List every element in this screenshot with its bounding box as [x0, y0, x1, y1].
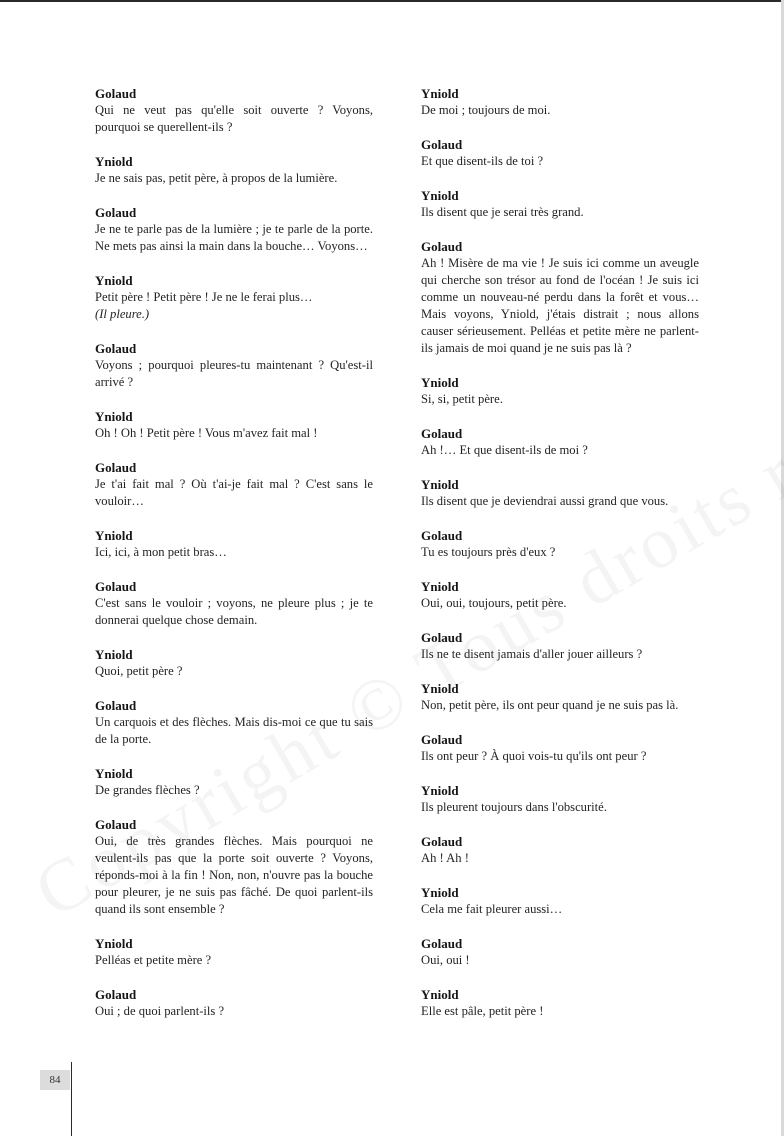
- dialogue-line: Qui ne veut pas qu'elle soit ouverte ? Voyons, pourquoi se querellent-ils ?: [95, 103, 373, 134]
- speaker-name: Yniold: [421, 188, 459, 203]
- dialogue-line: De grandes flèches ?: [95, 783, 200, 797]
- dialogue-entry: [421, 374, 699, 408]
- dialogue-entry: [421, 884, 699, 918]
- speaker-name: Yniold: [95, 273, 133, 288]
- speaker-name: Golaud: [421, 834, 463, 849]
- dialogue-line: Je ne te parle pas de la lumière ; je te parle de la porte. Ne mets pas ainsi la main dans la bouche… Voyons…: [95, 222, 373, 253]
- dialogue-line: C'est sans le vouloir ; voyons, ne pleure plus ; je te donnerai quelque chose demain.: [95, 596, 373, 627]
- dialogue-line: De moi ; toujours de moi.: [421, 103, 551, 117]
- stage-direction: (Il pleure.): [95, 307, 150, 321]
- dialogue-entry: [421, 85, 699, 119]
- speaker-name: Yniold: [421, 885, 459, 900]
- dialogue-line: Cela me fait pleurer aussi…: [421, 902, 563, 916]
- speaker-name: Golaud: [95, 341, 137, 356]
- dialogue-entry: [95, 986, 373, 1020]
- speaker-name: Golaud: [95, 698, 137, 713]
- speaker-name: Golaud: [421, 426, 463, 441]
- speaker-name: Golaud: [421, 732, 463, 747]
- dialogue-entry: [421, 527, 699, 561]
- margin-rule: [71, 1062, 72, 1136]
- dialogue-line: Ils disent que je serai très grand.: [421, 205, 584, 219]
- dialogue-line: Ici, ici, à mon petit bras…: [95, 545, 227, 559]
- dialogue-line: Elle est pâle, petit père !: [421, 1004, 544, 1018]
- dialogue-entry: [95, 204, 373, 255]
- left-dialogue-column: [95, 85, 373, 1037]
- dialogue-line: Ils disent que je deviendrai aussi grand que vous.: [421, 494, 669, 508]
- speaker-name: Yniold: [95, 766, 133, 781]
- dialogue-entry: [421, 833, 699, 867]
- speaker-name: Golaud: [95, 460, 137, 475]
- dialogue-entry: [95, 527, 373, 561]
- speaker-name: Yniold: [421, 579, 459, 594]
- dialogue-entry: [95, 816, 373, 918]
- dialogue-entry: [421, 680, 699, 714]
- dialogue-line: Oui, oui, toujours, petit père.: [421, 596, 567, 610]
- dialogue-entry: [95, 408, 373, 442]
- dialogue-line: Oh ! Oh ! Petit père ! Vous m'avez fait mal !: [95, 426, 318, 440]
- speaker-name: Yniold: [421, 477, 459, 492]
- speaker-name: Yniold: [421, 681, 459, 696]
- speaker-name: Golaud: [421, 137, 463, 152]
- dialogue-entry: [421, 238, 699, 357]
- speaker-name: Golaud: [421, 528, 463, 543]
- dialogue-line: Un carquois et des flèches. Mais dis-moi ce que tu sais de la porte.: [95, 715, 373, 746]
- speaker-name: Yniold: [95, 528, 133, 543]
- speaker-name: Golaud: [421, 630, 463, 645]
- dialogue-entry: [421, 578, 699, 612]
- speaker-name: Yniold: [421, 783, 459, 798]
- dialogue-entry: [421, 629, 699, 663]
- dialogue-line: Je ne sais pas, petit père, à propos de la lumière.: [95, 171, 338, 185]
- speaker-name: Golaud: [95, 205, 137, 220]
- dialogue-entry: [95, 578, 373, 629]
- dialogue-entry: [421, 187, 699, 221]
- speaker-name: Golaud: [95, 86, 137, 101]
- dialogue-entry: [95, 765, 373, 799]
- dialogue-entry: [421, 782, 699, 816]
- speaker-name: Yniold: [421, 987, 459, 1002]
- speaker-name: Yniold: [421, 375, 459, 390]
- dialogue-entry: [421, 476, 699, 510]
- dialogue-entry: [95, 272, 373, 323]
- dialogue-line: Non, petit père, ils ont peur quand je ne suis pas là.: [421, 698, 679, 712]
- dialogue-entry: [95, 85, 373, 136]
- dialogue-line: Ils ont peur ? À quoi vois-tu qu'ils ont peur ?: [421, 749, 647, 763]
- dialogue-entry: [421, 986, 699, 1020]
- speaker-name: Yniold: [421, 86, 459, 101]
- dialogue-line: Oui, oui !: [421, 953, 470, 967]
- speaker-name: Golaud: [95, 817, 137, 832]
- dialogue-line: Tu es toujours près d'eux ?: [421, 545, 556, 559]
- dialogue-entry: [95, 340, 373, 391]
- dialogue-entry: [421, 425, 699, 459]
- dialogue-entry: [421, 935, 699, 969]
- dialogue-line: Ils ne te disent jamais d'aller jouer ailleurs ?: [421, 647, 643, 661]
- dialogue-entry: [95, 153, 373, 187]
- dialogue-line: Voyons ; pourquoi pleures-tu maintenant ? Qu'est-il arrivé ?: [95, 358, 373, 389]
- dialogue-line: Oui, de très grandes flèches. Mais pourquoi ne veulent-ils pas que la porte soit ouverte ? Voyons, réponds-moi à la fin ! Non, non, n'ouvre pas la bouche pour pleurer, je ne suis pas fâché. De quoi parlent-ils quand ils sont ensemble ?: [95, 834, 373, 916]
- speaker-name: Golaud: [95, 987, 137, 1002]
- page-number: 84: [40, 1070, 70, 1090]
- dialogue-line: Ils pleurent toujours dans l'obscurité.: [421, 800, 607, 814]
- dialogue-entry: [95, 935, 373, 969]
- dialogue-line: Si, si, petit père.: [421, 392, 503, 406]
- dialogue-entry: [95, 459, 373, 510]
- dialogue-line: Petit père ! Petit père ! Je ne le ferai plus…: [95, 290, 313, 304]
- speaker-name: Golaud: [95, 579, 137, 594]
- dialogue-line: Ah !… Et que disent-ils de moi ?: [421, 443, 588, 457]
- dialogue-line: Je t'ai fait mal ? Où t'ai-je fait mal ? C'est sans le vouloir…: [95, 477, 373, 508]
- dialogue-entry: [95, 646, 373, 680]
- speaker-name: Yniold: [95, 647, 133, 662]
- dialogue-entry: [421, 136, 699, 170]
- dialogue-entry: [421, 731, 699, 765]
- speaker-name: Yniold: [95, 154, 133, 169]
- speaker-name: Yniold: [95, 936, 133, 951]
- speaker-name: Yniold: [95, 409, 133, 424]
- dialogue-line: Ah ! Misère de ma vie ! Je suis ici comme un aveugle qui cherche son trésor au fond de l'océan ! Je suis ici comme un nouveau-né perdu dans la forêt et vous… Mais voyons, Yniold, j'étais distrait ; nous allons causer sérieusement. Pelléas et petite mère ne parlent-ils jamais de moi quand je ne suis pas là ?: [421, 256, 699, 355]
- speaker-name: Golaud: [421, 239, 463, 254]
- dialogue-line: Ah ! Ah !: [421, 851, 469, 865]
- right-dialogue-column: [421, 85, 699, 1037]
- dialogue-line: Pelléas et petite mère ?: [95, 953, 212, 967]
- dialogue-line: Oui ; de quoi parlent-ils ?: [95, 1004, 225, 1018]
- dialogue-line: Et que disent-ils de toi ?: [421, 154, 544, 168]
- top-border-rule: [0, 0, 784, 2]
- dialogue-line: Quoi, petit père ?: [95, 664, 183, 678]
- dialogue-entry: [95, 697, 373, 748]
- speaker-name: Golaud: [421, 936, 463, 951]
